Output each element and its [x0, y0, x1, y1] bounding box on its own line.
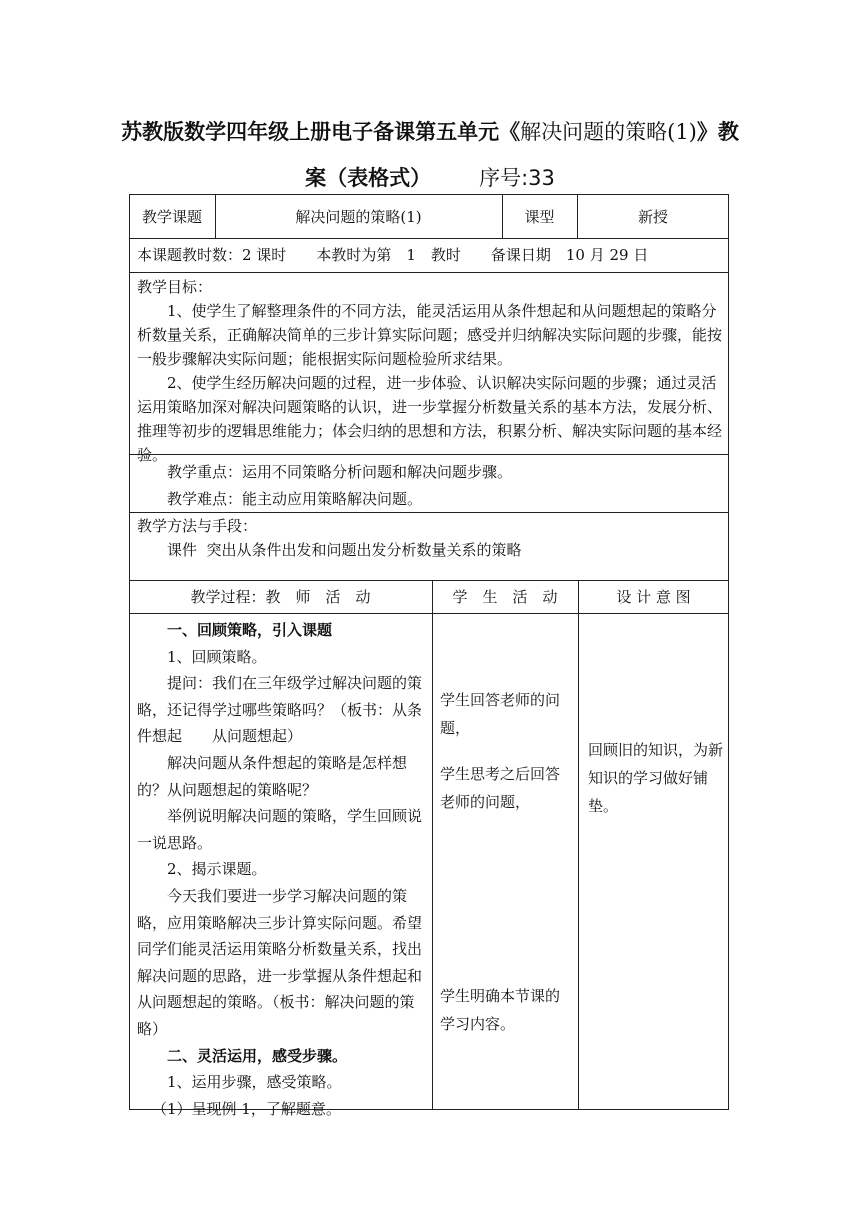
student-answer-3: 学生明确本节课的学习内容。: [440, 987, 561, 1033]
process-header-student: 学 生 活 动: [452, 588, 558, 606]
teacher-intro-topic: 今天我们要进一步学习解决问题的策略，应用策略解决三步计算实际问题。希望同学们能灵活运用策略分析数量关系，找出解决问题的思路，进一步掌握从条件想起和从问题想起的策略。（板书：解决问题的策略）: [137, 886, 423, 1038]
design-intent: 回顾旧的知识，为新知识的学习做好铺垫。: [588, 741, 724, 815]
section-2-heading: 二、灵活运用，感受步骤。: [167, 1046, 348, 1065]
teacher-strategy-question: 解决问题从条件想起的策略是怎样想的？从问题想起的策略呢？: [137, 753, 408, 799]
teacher-activities: [137, 617, 426, 1122]
teaching-methods: [137, 514, 722, 562]
teacher-example: 举例说明解决问题的策略，学生回顾说一说思路。: [137, 807, 423, 852]
sequence-number: 序号:33: [479, 166, 555, 190]
lesson-topic: 解决问题的策略(1): [295, 208, 422, 226]
difficulty: 教学难点：能主动应用策略解决问题。: [167, 490, 423, 508]
teacher-step-2: 2、揭示课题。: [167, 860, 267, 879]
lesson-schedule: 本课题教时数：2 课时 本教时为第 1 教时 备课日期 10 月 29 日: [137, 246, 649, 264]
teacher-question: 提问：我们在三年级学过解决问题的策略，还记得学过哪些策略吗？（板书：从条件想起 从问题想起）: [137, 674, 423, 746]
objectives-heading: 教学目标：: [137, 278, 213, 296]
label-lesson-type: 课型: [524, 208, 555, 226]
document-title-line2: [0, 162, 860, 192]
section-1-heading: 一、回顾策略，引入课题: [167, 621, 333, 639]
methods-text: 课件 突出从条件出发和问题出发分析数量关系的策略: [167, 541, 522, 559]
teacher-step-1: 1、回顾策略。: [167, 647, 267, 666]
key-points: [137, 459, 722, 513]
document-title-line1: [0, 116, 860, 146]
student-answer-2: 学生思考之后回答老师的问题，: [440, 765, 561, 811]
lesson-type: 新授: [637, 208, 668, 226]
process-header-teacher: 教学过程：教 师 活 动: [190, 588, 371, 606]
title-format: 案（表格式）: [305, 166, 432, 190]
objective-2: 2、使学生经历解决问题的过程，进一步体验、认识解决实际问题的步骤；通过灵活运用策略加深对解决问题策略的认识，进一步掌握分析数量关系的基本方法，发展分析、推理等初步的逻辑思维能力；体会归纳的思想和方法，积累分析、解决实际问题的基本经验。: [137, 374, 723, 464]
student-answer-1: 学生回答老师的问题，: [440, 691, 561, 737]
objective-1: 1、使学生了解整理条件的不同方法，能灵活运用从条件想起和从问题想起的策略分析数量关系，正确解决简单的三步计算实际问题；感受并归纳解决实际问题的步骤，能按一般步骤解决实际问题；能根据实际问题检验所求结果。: [137, 302, 723, 368]
teacher-example-1: （1）呈现例 1，了解题意。: [152, 1099, 341, 1118]
process-header-design: 设 计 意 图: [616, 588, 691, 606]
title-end: 》教: [696, 120, 739, 144]
label-topic: 教学课题: [141, 208, 202, 226]
title-lesson-name: 解决问题的策略(1): [520, 120, 697, 144]
title-bold-part: 苏教版数学四年级上册电子备课第五单元《: [121, 120, 521, 144]
teaching-objectives: [137, 275, 722, 467]
methods-heading: 教学方法与手段：: [137, 517, 258, 535]
key-point: 教学重点：运用不同策略分析问题和解决问题步骤。: [167, 463, 513, 481]
teacher-step-2-1: 1、运用步骤，感受策略。: [167, 1073, 342, 1092]
